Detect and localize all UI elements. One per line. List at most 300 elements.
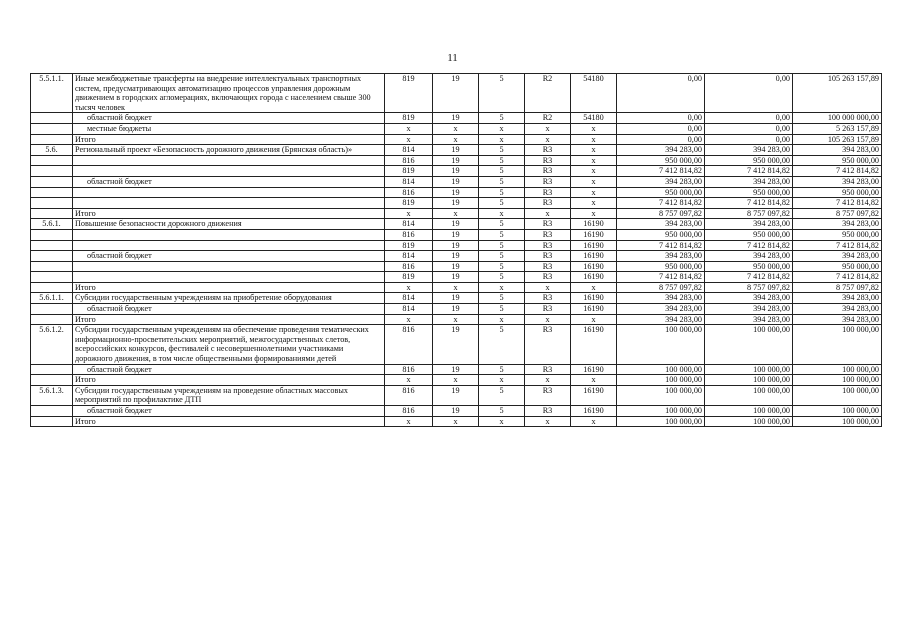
table-row [31,282,882,293]
amount-cell: 100 000,00 [617,416,705,427]
row-name: Субсидии государственным учреждениям на обеспечение проведения тематических информационно-просветительских мероприятий, межгосударственных слетов, всероссийских конкурсов, фестивалей с несовершеннолетними участниками дорожного движения, в том числе общественными формированиями детей [73,325,385,364]
amount-cell: 394 283,00 [617,304,705,315]
amount-cell: 0,00 [705,134,793,145]
code-cell: 5 [479,293,525,304]
amount-cell: 394 283,00 [793,314,882,325]
code-cell: R3 [525,261,571,272]
row-name [73,155,385,166]
code-cell: 19 [433,272,479,283]
code-cell: 19 [433,145,479,156]
table-row [31,416,882,427]
code-cell: 5 [479,240,525,251]
code-cell: 814 [385,145,433,156]
code-cell: 816 [385,155,433,166]
code-cell: R3 [525,364,571,375]
code-cell: 5 [479,155,525,166]
code-cell: x [385,208,433,219]
code-cell: x [571,282,617,293]
amount-cell: 394 283,00 [705,145,793,156]
code-cell: 819 [385,74,433,113]
amount-cell: 105 263 157,89 [793,134,882,145]
row-name: Итого [73,208,385,219]
code-cell: x [525,314,571,325]
amount-cell: 394 283,00 [705,176,793,187]
amount-cell: 7 412 814,82 [705,198,793,209]
row-name: Субсидии государственным учреждениям на проведение областных массовых мероприятий по профилактике ДТП [73,385,385,405]
amount-cell: 100 000,00 [705,406,793,417]
code-cell: R3 [525,166,571,177]
code-cell: x [385,123,433,134]
amount-cell: 100 000,00 [617,385,705,405]
row-number [31,251,73,262]
row-name: местные бюджеты [73,123,385,134]
table-row [31,364,882,375]
code-cell: x [571,314,617,325]
code-cell: x [571,198,617,209]
code-cell: x [571,416,617,427]
amount-cell: 394 283,00 [793,219,882,230]
code-cell: 19 [433,187,479,198]
code-cell: 16190 [571,385,617,405]
amount-cell: 100 000,00 [617,364,705,375]
row-number [31,282,73,293]
amount-cell: 394 283,00 [705,314,793,325]
code-cell: 814 [385,304,433,315]
amount-cell: 394 283,00 [617,145,705,156]
row-number [31,261,73,272]
row-number [31,123,73,134]
amount-cell: 0,00 [705,123,793,134]
code-cell: 19 [433,293,479,304]
amount-cell: 100 000,00 [793,325,882,364]
code-cell: 16190 [571,251,617,262]
row-number [31,229,73,240]
table-row [31,406,882,417]
code-cell: 816 [385,385,433,405]
code-cell: 19 [433,261,479,272]
code-cell: R3 [525,304,571,315]
code-cell: R3 [525,187,571,198]
row-name: областной бюджет [73,364,385,375]
code-cell: x [433,134,479,145]
code-cell: 19 [433,251,479,262]
code-cell: 5 [479,229,525,240]
row-name [73,229,385,240]
code-cell: 5 [479,364,525,375]
code-cell: 19 [433,176,479,187]
code-cell: R3 [525,219,571,230]
code-cell: R3 [525,240,571,251]
code-cell: 19 [433,240,479,251]
code-cell: 54180 [571,74,617,113]
table-row [31,145,882,156]
amount-cell: 0,00 [617,134,705,145]
table-row [31,272,882,283]
table-row [31,304,882,315]
code-cell: 19 [433,113,479,124]
amount-cell: 394 283,00 [705,251,793,262]
amount-cell: 100 000,00 [705,325,793,364]
code-cell: x [525,375,571,386]
row-number [31,406,73,417]
code-cell: R2 [525,113,571,124]
table-row [31,219,882,230]
amount-cell: 394 283,00 [617,293,705,304]
row-number [31,314,73,325]
code-cell: 16190 [571,304,617,315]
code-cell: x [479,282,525,293]
code-cell: 5 [479,251,525,262]
amount-cell: 7 412 814,82 [617,240,705,251]
code-cell: x [433,314,479,325]
code-cell: 16190 [571,272,617,283]
code-cell: x [385,282,433,293]
amount-cell: 394 283,00 [793,293,882,304]
code-cell: 814 [385,251,433,262]
code-cell: 5 [479,74,525,113]
amount-cell: 950 000,00 [793,229,882,240]
row-name: Итого [73,314,385,325]
amount-cell: 0,00 [705,74,793,113]
row-name: областной бюджет [73,251,385,262]
code-cell: x [433,375,479,386]
amount-cell: 7 412 814,82 [617,166,705,177]
row-name: Региональный проект «Безопасность дорожного движения (Брянская область)» [73,145,385,156]
code-cell: R3 [525,155,571,166]
amount-cell: 100 000,00 [617,375,705,386]
table-row [31,261,882,272]
amount-cell: 100 000,00 [705,375,793,386]
table-row [31,375,882,386]
code-cell: x [525,208,571,219]
code-cell: 5 [479,272,525,283]
amount-cell: 100 000,00 [705,416,793,427]
row-name: Итого [73,416,385,427]
row-number: 5.6.1.3. [31,385,73,405]
row-number [31,134,73,145]
row-number [31,364,73,375]
amount-cell: 394 283,00 [793,145,882,156]
row-number [31,155,73,166]
amount-cell: 950 000,00 [705,229,793,240]
amount-cell: 950 000,00 [793,187,882,198]
row-number [31,187,73,198]
row-name: областной бюджет [73,304,385,315]
code-cell: R2 [525,74,571,113]
amount-cell: 7 412 814,82 [705,240,793,251]
budget-table-body [31,74,882,427]
code-cell: 816 [385,229,433,240]
code-cell: 5 [479,113,525,124]
row-number [31,272,73,283]
table-row [31,385,882,405]
code-cell: 16190 [571,229,617,240]
code-cell: 19 [433,325,479,364]
code-cell: x [479,314,525,325]
amount-cell: 394 283,00 [705,304,793,315]
amount-cell: 8 757 097,82 [617,208,705,219]
row-name: Субсидии государственным учреждениям на приобретение оборудования [73,293,385,304]
amount-cell: 5 263 157,89 [793,123,882,134]
code-cell: 814 [385,176,433,187]
row-name: областной бюджет [73,406,385,417]
amount-cell: 0,00 [617,74,705,113]
amount-cell: 100 000,00 [793,364,882,375]
code-cell: 16190 [571,325,617,364]
amount-cell: 100 000,00 [793,406,882,417]
row-number [31,375,73,386]
table-row [31,74,882,113]
code-cell: x [571,134,617,145]
code-cell: R3 [525,272,571,283]
code-cell: 819 [385,166,433,177]
code-cell: x [433,208,479,219]
table-row [31,123,882,134]
code-cell: 54180 [571,113,617,124]
code-cell: 19 [433,219,479,230]
amount-cell: 950 000,00 [793,261,882,272]
code-cell: 19 [433,74,479,113]
code-cell: x [385,416,433,427]
code-cell: x [571,123,617,134]
row-number [31,208,73,219]
row-number: 5.5.1.1. [31,74,73,113]
code-cell: 16190 [571,406,617,417]
code-cell: 816 [385,325,433,364]
code-cell: 816 [385,261,433,272]
amount-cell: 100 000 000,00 [793,113,882,124]
amount-cell: 0,00 [617,113,705,124]
amount-cell: 950 000,00 [705,155,793,166]
amount-cell: 7 412 814,82 [617,198,705,209]
code-cell: x [525,123,571,134]
code-cell: x [385,134,433,145]
code-cell: x [571,187,617,198]
code-cell: 816 [385,187,433,198]
row-name [73,272,385,283]
amount-cell: 8 757 097,82 [705,208,793,219]
code-cell: 16190 [571,261,617,272]
code-cell: x [571,166,617,177]
table-row [31,314,882,325]
row-number: 5.6. [31,145,73,156]
amount-cell: 100 000,00 [705,385,793,405]
code-cell: 816 [385,406,433,417]
code-cell: x [479,208,525,219]
code-cell: 5 [479,166,525,177]
code-cell: 819 [385,198,433,209]
code-cell: x [385,314,433,325]
row-number [31,240,73,251]
code-cell: 19 [433,155,479,166]
code-cell: 5 [479,325,525,364]
code-cell: 5 [479,145,525,156]
code-cell: 5 [479,219,525,230]
page-number: 11 [447,52,458,64]
amount-cell: 100 000,00 [705,364,793,375]
code-cell: x [571,155,617,166]
code-cell: 19 [433,198,479,209]
code-cell: 5 [479,187,525,198]
amount-cell: 7 412 814,82 [793,240,882,251]
code-cell: 19 [433,364,479,375]
code-cell: 5 [479,304,525,315]
row-name [73,198,385,209]
table-row [31,187,882,198]
row-name [73,166,385,177]
row-name: Итого [73,134,385,145]
code-cell: 19 [433,385,479,405]
code-cell: x [525,134,571,145]
code-cell: x [479,375,525,386]
code-cell: 16190 [571,293,617,304]
code-cell: 16190 [571,219,617,230]
amount-cell: 8 757 097,82 [617,282,705,293]
row-name: Итого [73,375,385,386]
code-cell: 819 [385,240,433,251]
code-cell: 819 [385,113,433,124]
code-cell: R3 [525,385,571,405]
code-cell: x [385,375,433,386]
amount-cell: 950 000,00 [705,261,793,272]
amount-cell: 394 283,00 [705,219,793,230]
code-cell: 819 [385,272,433,283]
amount-cell: 394 283,00 [705,293,793,304]
amount-cell: 394 283,00 [617,314,705,325]
amount-cell: 950 000,00 [793,155,882,166]
table-row [31,251,882,262]
table-row [31,240,882,251]
code-cell: x [433,416,479,427]
table-row [31,325,882,364]
row-number [31,304,73,315]
row-name: областной бюджет [73,176,385,187]
row-name: Иные межбюджетные трансферты на внедрение интеллектуальных транспортных систем, предусматривающих автоматизацию процессов управления дорожным движением в городских агломерациях, включающих города с населением свыше 300 тысяч человек [73,74,385,113]
table-row [31,293,882,304]
amount-cell: 100 000,00 [793,385,882,405]
code-cell: 816 [385,364,433,375]
amount-cell: 105 263 157,89 [793,74,882,113]
amount-cell: 8 757 097,82 [793,208,882,219]
row-number: 5.6.1.1. [31,293,73,304]
row-number [31,416,73,427]
code-cell: 19 [433,229,479,240]
amount-cell: 7 412 814,82 [705,272,793,283]
code-cell: 19 [433,166,479,177]
amount-cell: 8 757 097,82 [705,282,793,293]
code-cell: x [571,208,617,219]
amount-cell: 950 000,00 [617,229,705,240]
amount-cell: 7 412 814,82 [793,166,882,177]
amount-cell: 7 412 814,82 [793,272,882,283]
code-cell: R3 [525,145,571,156]
code-cell: 5 [479,385,525,405]
code-cell: 19 [433,304,479,315]
amount-cell: 100 000,00 [617,325,705,364]
row-number: 5.6.1.2. [31,325,73,364]
row-number: 5.6.1. [31,219,73,230]
code-cell: x [479,134,525,145]
code-cell: x [525,282,571,293]
amount-cell: 100 000,00 [617,406,705,417]
amount-cell: 7 412 814,82 [705,166,793,177]
amount-cell: 394 283,00 [793,304,882,315]
table-row [31,198,882,209]
code-cell: x [433,123,479,134]
row-name: Повышение безопасности дорожного движения [73,219,385,230]
code-cell: R3 [525,406,571,417]
row-number [31,176,73,187]
table-row [31,155,882,166]
code-cell: 16190 [571,364,617,375]
code-cell: x [479,416,525,427]
row-name [73,240,385,251]
amount-cell: 100 000,00 [793,375,882,386]
amount-cell: 950 000,00 [617,261,705,272]
code-cell: 5 [479,261,525,272]
amount-cell: 0,00 [617,123,705,134]
code-cell: 814 [385,219,433,230]
amount-cell: 394 283,00 [617,219,705,230]
amount-cell: 394 283,00 [793,251,882,262]
code-cell: x [433,282,479,293]
row-name: Итого [73,282,385,293]
amount-cell: 7 412 814,82 [793,198,882,209]
code-cell: x [571,176,617,187]
code-cell: x [571,375,617,386]
budget-table [30,73,882,427]
amount-cell: 8 757 097,82 [793,282,882,293]
amount-cell: 394 283,00 [793,176,882,187]
row-number [31,198,73,209]
code-cell: x [571,145,617,156]
amount-cell: 394 283,00 [617,251,705,262]
table-row [31,134,882,145]
row-name [73,261,385,272]
amount-cell: 394 283,00 [617,176,705,187]
table-row [31,229,882,240]
table-row [31,113,882,124]
code-cell: 5 [479,198,525,209]
code-cell: R3 [525,325,571,364]
code-cell: 5 [479,176,525,187]
amount-cell: 950 000,00 [617,187,705,198]
code-cell: 5 [479,406,525,417]
code-cell: R3 [525,251,571,262]
row-name [73,187,385,198]
table-row [31,208,882,219]
amount-cell: 0,00 [705,113,793,124]
table-row [31,176,882,187]
amount-cell: 100 000,00 [793,416,882,427]
row-number [31,113,73,124]
code-cell: R3 [525,198,571,209]
code-cell: x [479,123,525,134]
code-cell: R3 [525,293,571,304]
code-cell: R3 [525,176,571,187]
amount-cell: 950 000,00 [705,187,793,198]
row-name: областной бюджет [73,113,385,124]
code-cell: R3 [525,229,571,240]
code-cell: x [525,416,571,427]
amount-cell: 950 000,00 [617,155,705,166]
amount-cell: 7 412 814,82 [617,272,705,283]
table-row [31,166,882,177]
code-cell: 814 [385,293,433,304]
code-cell: 19 [433,406,479,417]
code-cell: 16190 [571,240,617,251]
row-number [31,166,73,177]
